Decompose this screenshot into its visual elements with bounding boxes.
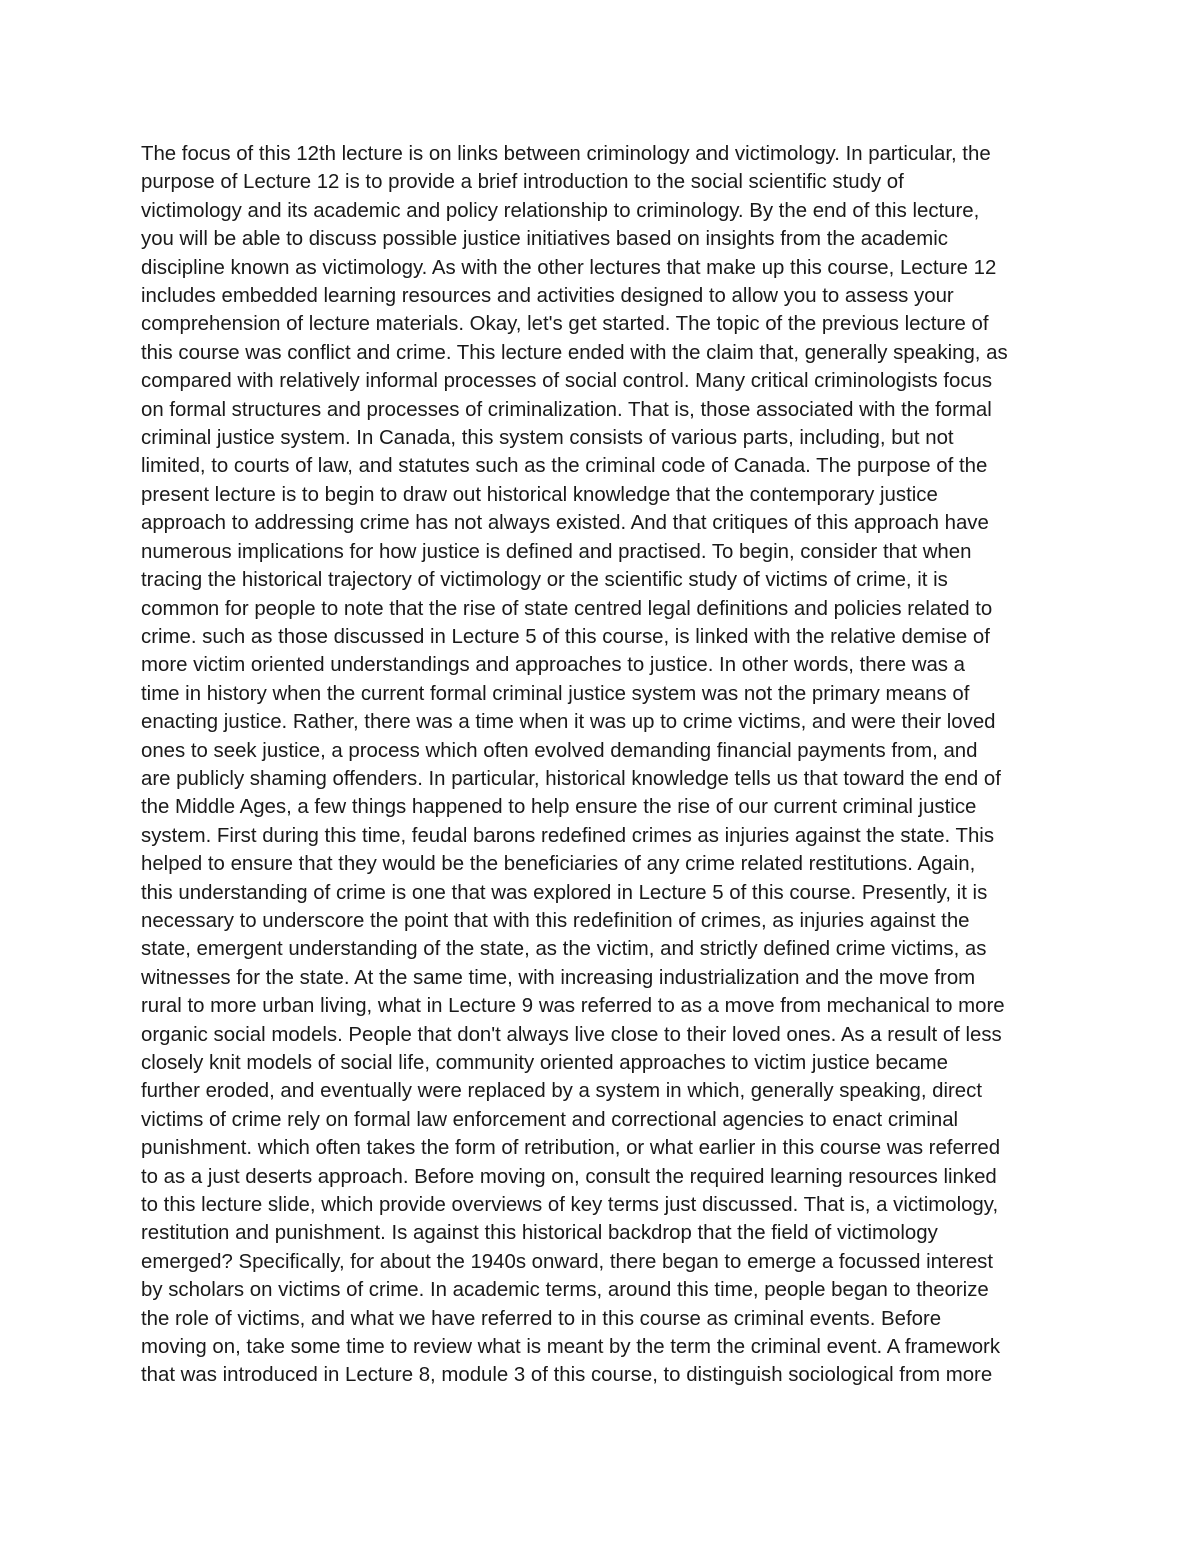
text-line: criminal justice system. In Canada, this system consists of various parts, including, but not <box>141 427 954 450</box>
text-line: tracing the historical trajectory of victimology or the scientific study of victims of crime, it is <box>141 569 948 592</box>
text-line: you will be able to discuss possible justice initiatives based on insights from the academic <box>141 228 948 251</box>
text-line: The focus of this 12th lecture is on links between criminology and victimology. In particular, the <box>141 143 991 165</box>
text-line: to as a just deserts approach. Before moving on, consult the required learning resources linked <box>141 1165 997 1188</box>
text-line: closely knit models of social life, community oriented approaches to victim justice became <box>141 1052 948 1074</box>
text-line: emerged? Specifically, for about the 1940s onward, there began to emerge a focussed interest <box>141 1250 994 1273</box>
text-line: includes embedded learning resources and activities designed to allow you to assess your <box>141 285 954 308</box>
text-line: limited, to courts of law, and statutes such as the criminal code of Canada. The purpose of the <box>141 455 988 478</box>
text-line: punishment. which often takes the form of retribution, or what earlier in this course was referred <box>141 1137 1001 1160</box>
text-line: moving on, take some time to review what is meant by the term the criminal event. A framework <box>141 1336 1001 1359</box>
text-line: compared with relatively informal processes of social control. Many critical criminologists focus <box>141 370 993 393</box>
text-line: comprehension of lecture materials. Okay, let's get started. The topic of the previous lecture of <box>141 313 989 336</box>
text-line: rural to more urban living, what in Lecture 9 was referred to as a move from mechanical to more <box>141 995 1005 1018</box>
text-line: crime. such as those discussed in Lecture 5 of this course, is linked with the relative demise of <box>141 625 990 648</box>
text-line: system. First during this time, feudal barons redefined crimes as injuries against the state. This <box>141 824 995 847</box>
text-line: time in history when the current formal criminal justice system was not the primary means of <box>141 682 970 705</box>
text-line: witnesses for the state. At the same time, with increasing industrialization and the move from <box>141 966 976 989</box>
text-line: are publicly shaming offenders. In particular, historical knowledge tells us that toward the end of <box>141 767 1001 790</box>
lecture-transcript-paragraph <box>141 140 1071 1390</box>
text-line: victims of crime rely on formal law enforcement and correctional agencies to enact criminal <box>141 1108 959 1131</box>
text-line: by scholars on victims of crime. In academic terms, around this time, people began to theorize <box>141 1279 989 1302</box>
text-line: to this lecture slide, which provide overviews of key terms just discussed. That is, a victimology, <box>141 1194 999 1217</box>
text-line: enacting justice. Rather, there was a time when it was up to crime victims, and were their loved <box>141 711 996 734</box>
text-line: present lecture is to begin to draw out historical knowledge that the contemporary justice <box>141 483 938 506</box>
text-line: restitution and punishment. Is against this historical backdrop that the field of victimology <box>141 1222 938 1245</box>
text-line: organic social models. People that don't always live close to their loved ones. As a result of less <box>141 1023 1002 1046</box>
text-line: approach to addressing crime has not always existed. And that critiques of this approach have <box>141 512 989 535</box>
text-line: necessary to underscore the point that with this redefinition of crimes, as injuries against the <box>141 909 970 932</box>
text-line: purpose of Lecture 12 is to provide a brief introduction to the social scientific study of <box>141 171 904 194</box>
text-line: further eroded, and eventually were replaced by a system in which, generally speaking, direct <box>141 1080 983 1103</box>
text-line: discipline known as victimology. As with the other lectures that make up this course, Lecture 12 <box>141 256 997 279</box>
text-line: helped to ensure that they would be the beneficiaries of any crime related restitutions. Again, <box>141 853 976 876</box>
text-line: victimology and its academic and policy relationship to criminology. By the end of this lecture, <box>141 199 980 222</box>
text-line: ones to seek justice, a process which often evolved demanding financial payments from, and <box>141 739 978 762</box>
text-line: that was introduced in Lecture 8, module 3 of this course, to distinguish sociological from more <box>141 1364 993 1387</box>
text-line: common for people to note that the rise of state centred legal definitions and policies related to <box>141 597 993 620</box>
text-line: on formal structures and processes of criminalization. That is, those associated with the formal <box>141 398 992 421</box>
text-line: this course was conflict and crime. This lecture ended with the claim that, generally speaking, as <box>141 341 1008 364</box>
text-line: numerous implications for how justice is defined and practised. To begin, consider that when <box>141 540 972 563</box>
text-line: more victim oriented understandings and approaches to justice. In other words, there was a <box>141 654 965 677</box>
text-line: the Middle Ages, a few things happened to help ensure the rise of our current criminal justice <box>141 796 977 819</box>
text-line: this understanding of crime is one that was explored in Lecture 5 of this course. Presently, it is <box>141 881 988 904</box>
text-line: the role of victims, and what we have referred to in this course as criminal events. Before <box>141 1307 942 1330</box>
text-line: state, emergent understanding of the state, as the victim, and strictly defined crime victims, as <box>141 938 987 961</box>
